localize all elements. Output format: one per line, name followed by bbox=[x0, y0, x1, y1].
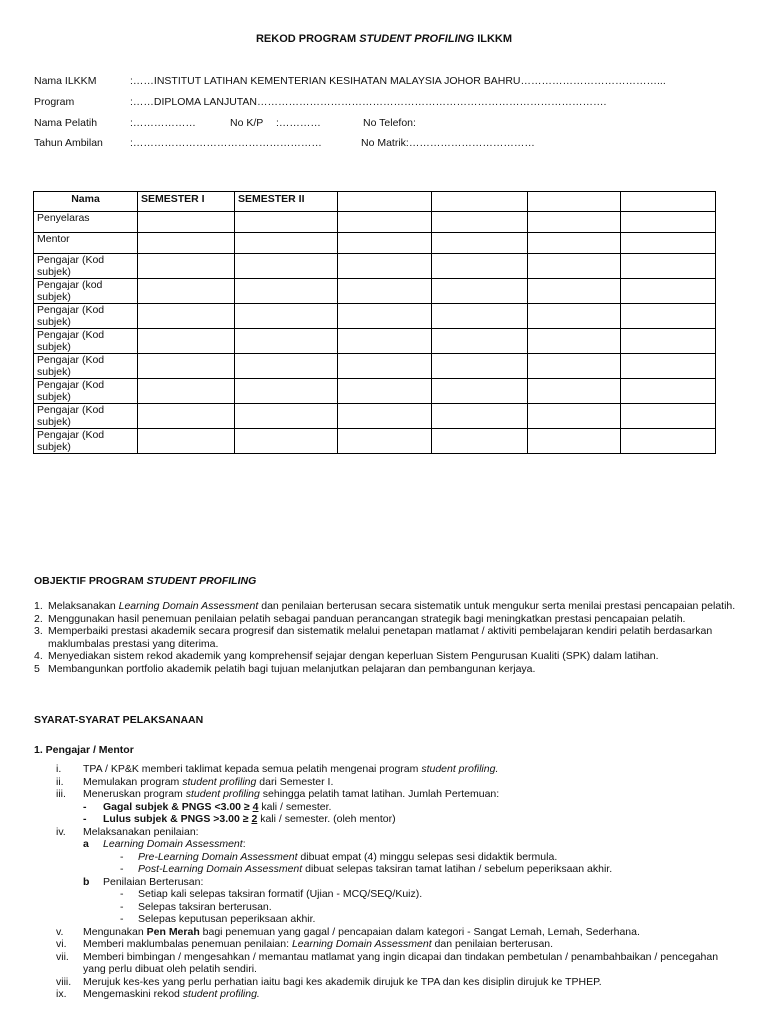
row-label: Pengajar (Kod subjek) bbox=[34, 304, 138, 329]
item-letter: b bbox=[83, 875, 90, 888]
list-item bbox=[56, 951, 726, 976]
table-cell[interactable] bbox=[138, 329, 235, 354]
field-value: :……INSTITUT LATIHAN KEMENTERIAN KESIHATAN MALAYSIA JOHOR BAHRU…………………………………... bbox=[130, 75, 666, 87]
item-italic: Learning Domain Assessment bbox=[118, 600, 259, 612]
list-item bbox=[34, 600, 739, 613]
item-text: Mengunakan bbox=[83, 925, 147, 938]
list-item bbox=[34, 663, 739, 676]
table-cell[interactable] bbox=[528, 233, 621, 254]
list-item bbox=[56, 776, 726, 789]
header-empty bbox=[432, 192, 528, 212]
table-cell[interactable] bbox=[528, 379, 621, 404]
table-cell[interactable] bbox=[338, 254, 432, 279]
table-row bbox=[34, 429, 716, 454]
item-italic: Post-Learning Domain Assessment bbox=[138, 863, 303, 875]
table-row bbox=[34, 404, 716, 429]
item-text: dibuat empat (4) minggu selepas sesi didaktik bermula. bbox=[297, 850, 558, 863]
item-number: vii. bbox=[56, 950, 69, 963]
table-cell[interactable] bbox=[621, 279, 716, 304]
table-cell[interactable] bbox=[138, 379, 235, 404]
table-cell[interactable] bbox=[138, 404, 235, 429]
document-title bbox=[0, 33, 768, 46]
list-item bbox=[56, 826, 726, 839]
table-cell[interactable] bbox=[621, 404, 716, 429]
dash: - bbox=[120, 900, 124, 913]
item-text: dan penilaian berterusan secara sistematik untuk mengukur serta menilai prestasi pencapaian pelatih. bbox=[258, 600, 736, 612]
item-text: Membangunkan portfolio akademik pelatih bagi tujuan melanjutkan pelajaran dan pembangunan kerjaya. bbox=[48, 662, 536, 675]
matrik-label: No Matrik:……………………………… bbox=[361, 137, 535, 149]
table-cell[interactable] bbox=[528, 329, 621, 354]
table-cell[interactable] bbox=[138, 304, 235, 329]
header-nama: Nama bbox=[34, 192, 138, 212]
table-cell[interactable] bbox=[621, 379, 716, 404]
item-text: Memperbaiki prestasi akademik secara progresif dan sistematik melalui penetapan matlamat / aktiviti pembelajaran kendiri pelatih berdasarkan maklumbalas prestasi yang diterima. bbox=[48, 625, 713, 650]
item-number: i. bbox=[56, 763, 62, 775]
syarat-heading: SYARAT-SYARAT PELAKSANAAN bbox=[34, 714, 204, 726]
row-label: Mentor bbox=[34, 233, 138, 254]
item-text: kali / semester. bbox=[258, 800, 332, 813]
table-row bbox=[34, 379, 716, 404]
list-sub-sub-item bbox=[56, 901, 726, 914]
list-sub-sub-item bbox=[56, 851, 726, 864]
item-italic: Learning Domain Assessment bbox=[291, 938, 432, 950]
table-cell[interactable] bbox=[432, 429, 528, 454]
table-cell[interactable] bbox=[235, 304, 338, 329]
table-cell[interactable] bbox=[528, 304, 621, 329]
item-text: Melaksanakan bbox=[48, 600, 119, 612]
table-cell[interactable] bbox=[432, 304, 528, 329]
table-cell[interactable] bbox=[235, 279, 338, 304]
field-label: Nama Pelatih bbox=[34, 117, 98, 129]
list-sub-item bbox=[56, 801, 726, 814]
row-label: Pengajar (Kod subjek) bbox=[34, 329, 138, 354]
item-text: Melaksanakan penilaian: bbox=[83, 825, 199, 838]
item-text: Meneruskan program bbox=[83, 788, 186, 800]
pengajar-mentor-heading: 1. Pengajar / Mentor bbox=[34, 744, 134, 756]
item-text: dibuat selepas taksiran tamat latihan / sebelum peperiksaan akhir. bbox=[302, 863, 613, 875]
table-cell[interactable] bbox=[528, 279, 621, 304]
item-text: Selepas taksiran berterusan. bbox=[138, 900, 272, 913]
header-empty bbox=[621, 192, 716, 212]
dash: - bbox=[83, 813, 87, 825]
underlined-number: 2 bbox=[251, 813, 258, 825]
objektif-heading-prefix: OBJEKTIF PROGRAM bbox=[34, 575, 147, 587]
list-sub-item bbox=[56, 876, 726, 889]
table-cell[interactable] bbox=[621, 212, 716, 233]
item-number: 4. bbox=[34, 650, 43, 662]
syarat-list bbox=[56, 763, 726, 1001]
table-cell[interactable] bbox=[338, 304, 432, 329]
table-cell[interactable] bbox=[235, 212, 338, 233]
item-text: Setiap kali selepas taksiran formatif (Ujian - MCQ/SEQ/Kuiz). bbox=[138, 888, 423, 900]
objektif-heading bbox=[34, 575, 256, 588]
list-item bbox=[56, 926, 726, 939]
table-cell[interactable] bbox=[432, 212, 528, 233]
table-cell[interactable] bbox=[432, 233, 528, 254]
table-cell[interactable] bbox=[138, 354, 235, 379]
dash: - bbox=[120, 913, 124, 925]
dash: - bbox=[120, 888, 124, 900]
dash: - bbox=[120, 863, 124, 875]
table-cell[interactable] bbox=[432, 329, 528, 354]
table-row bbox=[34, 233, 716, 254]
table-cell[interactable] bbox=[621, 304, 716, 329]
table-cell[interactable] bbox=[338, 279, 432, 304]
list-sub-item bbox=[56, 813, 726, 826]
row-label: Pengajar (Kod subjek) bbox=[34, 379, 138, 404]
objektif-list bbox=[34, 600, 739, 675]
table-cell[interactable] bbox=[432, 379, 528, 404]
table-cell[interactable] bbox=[621, 354, 716, 379]
telefon-label: No Telefon: bbox=[363, 117, 416, 129]
item-text: Penilaian Berterusan: bbox=[103, 875, 204, 888]
item-text: : bbox=[242, 838, 246, 850]
list-item bbox=[34, 625, 739, 650]
field-label: Program bbox=[34, 96, 75, 108]
item-text: bagi penemuan yang gagal / pencapaian dalam kategori - Sangat Lemah, Lemah, Sederhana. bbox=[199, 925, 640, 938]
item-text: Selepas keputusan peperiksaan akhir. bbox=[138, 913, 316, 925]
title-prefix: REKOD PROGRAM bbox=[255, 33, 360, 45]
table-cell[interactable] bbox=[621, 329, 716, 354]
item-number: iv. bbox=[56, 825, 66, 838]
profiling-table bbox=[33, 191, 716, 454]
item-italic: Pre-Learning Domain Assessment bbox=[138, 850, 298, 863]
table-cell[interactable] bbox=[621, 233, 716, 254]
list-sub-sub-item bbox=[56, 888, 726, 901]
item-text: Menyediakan sistem rekod akademik yang komprehensif sejajar dengan keperluan Sistem Pengurusan Kualiti (SPK) dalam latihan. bbox=[48, 650, 659, 662]
kp-value: :………… bbox=[276, 117, 321, 129]
table-cell[interactable] bbox=[528, 354, 621, 379]
table-row bbox=[34, 329, 716, 354]
item-number: 1. bbox=[34, 600, 43, 612]
title-italic: STUDENT PROFILING bbox=[359, 33, 475, 45]
item-text: Memberi maklumbalas penemuan penilaian: bbox=[83, 938, 292, 950]
item-text: Merujuk kes-kes yang perlu perhatian iaitu bagi kes akademik dirujuk ke TPA dan kes disiplin dirujuk ke TPHEP. bbox=[83, 975, 602, 988]
table-cell[interactable] bbox=[138, 279, 235, 304]
header-empty bbox=[528, 192, 621, 212]
dash: - bbox=[83, 800, 87, 813]
item-number: v. bbox=[56, 925, 64, 938]
table-cell[interactable] bbox=[235, 354, 338, 379]
bold-text: Lulus subjek & PNGS >3.00 ≥ bbox=[103, 813, 252, 825]
row-label: Pengajar (Kod subjek) bbox=[34, 254, 138, 279]
row-label: Pengajar (Kod subjek) bbox=[34, 429, 138, 454]
item-text: sehingga pelatih tamat latihan. Jumlah Pertemuan: bbox=[259, 788, 500, 800]
underlined-number: 4 bbox=[252, 800, 259, 813]
bold-text: Gagal subjek & PNGS <3.00 ≥ bbox=[103, 800, 253, 813]
table-cell[interactable] bbox=[235, 429, 338, 454]
item-text: dari Semester I. bbox=[256, 775, 334, 788]
row-label: Pengajar (Kod subjek) bbox=[34, 404, 138, 429]
table-cell[interactable] bbox=[528, 254, 621, 279]
table-cell[interactable] bbox=[621, 429, 716, 454]
item-italic: student profiling bbox=[182, 775, 257, 788]
item-text: Memulakan program bbox=[83, 775, 183, 788]
table-cell[interactable] bbox=[338, 212, 432, 233]
list-item bbox=[56, 988, 726, 1001]
table-cell[interactable] bbox=[432, 279, 528, 304]
table-cell[interactable] bbox=[338, 379, 432, 404]
kp-label: No K/P bbox=[230, 117, 264, 129]
item-italic: Learning Domain Assessment bbox=[103, 838, 243, 850]
item-italic: student profiling. bbox=[182, 988, 260, 1000]
item-number: ix. bbox=[56, 988, 67, 1000]
table-cell[interactable] bbox=[432, 354, 528, 379]
list-item bbox=[56, 788, 726, 801]
list-item bbox=[34, 650, 739, 663]
table-cell[interactable] bbox=[432, 254, 528, 279]
item-text: Menggunakan hasil penemuan penilaian pelatih sebagai panduan perancangan strategik bagi meningkatkan prestasi pencapaian pelatih. bbox=[48, 612, 686, 625]
table-cell[interactable] bbox=[338, 429, 432, 454]
table-cell[interactable] bbox=[338, 233, 432, 254]
row-label: Pengajar (kod subjek) bbox=[34, 279, 138, 304]
table-cell[interactable] bbox=[528, 212, 621, 233]
bold-text: Pen Merah bbox=[146, 925, 200, 938]
table-row bbox=[34, 354, 716, 379]
table-cell[interactable] bbox=[338, 354, 432, 379]
table-cell[interactable] bbox=[528, 404, 621, 429]
table-cell[interactable] bbox=[235, 379, 338, 404]
row-label: Penyelaras bbox=[34, 212, 138, 233]
item-number: 3. bbox=[34, 625, 43, 637]
list-item bbox=[34, 613, 739, 626]
title-suffix: ILKKM bbox=[474, 33, 513, 45]
item-number: vi. bbox=[56, 938, 67, 950]
item-number: iii. bbox=[56, 788, 66, 800]
table-cell[interactable] bbox=[235, 329, 338, 354]
field-value: :……DIPLOMA LANJUTAN………………………………………………………………………………………. bbox=[130, 96, 607, 108]
table-cell[interactable] bbox=[235, 404, 338, 429]
list-sub-sub-item bbox=[56, 913, 726, 926]
table-row bbox=[34, 212, 716, 233]
table-cell[interactable] bbox=[338, 404, 432, 429]
item-text: TPA / KP&K memberi taklimat kepada semua pelatih mengenai program bbox=[83, 763, 422, 775]
list-item bbox=[56, 976, 726, 989]
table-header-row bbox=[34, 192, 716, 212]
table-cell[interactable] bbox=[138, 233, 235, 254]
item-text: Memberi bimbingan / mengesahkan / memantau matlamat yang ingin dicapai dan tindakan pembetulan / penambahbaikan / pencegahan yang perlu dibuat oleh pelatih sendiri. bbox=[83, 950, 719, 975]
dash: - bbox=[120, 850, 124, 863]
table-cell[interactable] bbox=[138, 212, 235, 233]
table-row bbox=[34, 304, 716, 329]
item-text: Mengemaskini rekod bbox=[83, 988, 183, 1000]
header-empty bbox=[338, 192, 432, 212]
row-label: Pengajar (Kod subjek) bbox=[34, 354, 138, 379]
list-sub-sub-item bbox=[56, 863, 726, 876]
table-cell[interactable] bbox=[138, 429, 235, 454]
list-sub-item bbox=[56, 838, 726, 851]
header-semester-2: SEMESTER II bbox=[235, 192, 338, 212]
list-item bbox=[56, 763, 726, 776]
objektif-heading-italic: STUDENT PROFILING bbox=[146, 575, 257, 587]
table-row bbox=[34, 254, 716, 279]
header-semester-1: SEMESTER I bbox=[138, 192, 235, 212]
table-cell[interactable] bbox=[528, 429, 621, 454]
item-number: viii. bbox=[56, 975, 72, 988]
table-row bbox=[34, 279, 716, 304]
field-label: Tahun Ambilan bbox=[34, 137, 103, 149]
item-text: kali / semester. (oleh mentor) bbox=[257, 813, 396, 825]
table-cell[interactable] bbox=[338, 329, 432, 354]
table-cell[interactable] bbox=[235, 233, 338, 254]
item-italic: student profiling. bbox=[421, 763, 499, 775]
item-letter: a bbox=[83, 838, 89, 850]
field-value: :……………………………………………… bbox=[130, 137, 322, 149]
item-number: 5 bbox=[34, 662, 40, 675]
table-cell[interactable] bbox=[621, 254, 716, 279]
field-label: Nama ILKKM bbox=[34, 75, 97, 87]
item-italic: student profiling bbox=[185, 788, 260, 800]
field-value: :……………… bbox=[130, 117, 196, 129]
item-number: 2. bbox=[34, 612, 43, 625]
list-item bbox=[56, 938, 726, 951]
table-cell[interactable] bbox=[235, 254, 338, 279]
item-text: dan penilaian berterusan. bbox=[431, 938, 554, 950]
table-cell[interactable] bbox=[432, 404, 528, 429]
table-cell[interactable] bbox=[138, 254, 235, 279]
item-number: ii. bbox=[56, 775, 64, 788]
